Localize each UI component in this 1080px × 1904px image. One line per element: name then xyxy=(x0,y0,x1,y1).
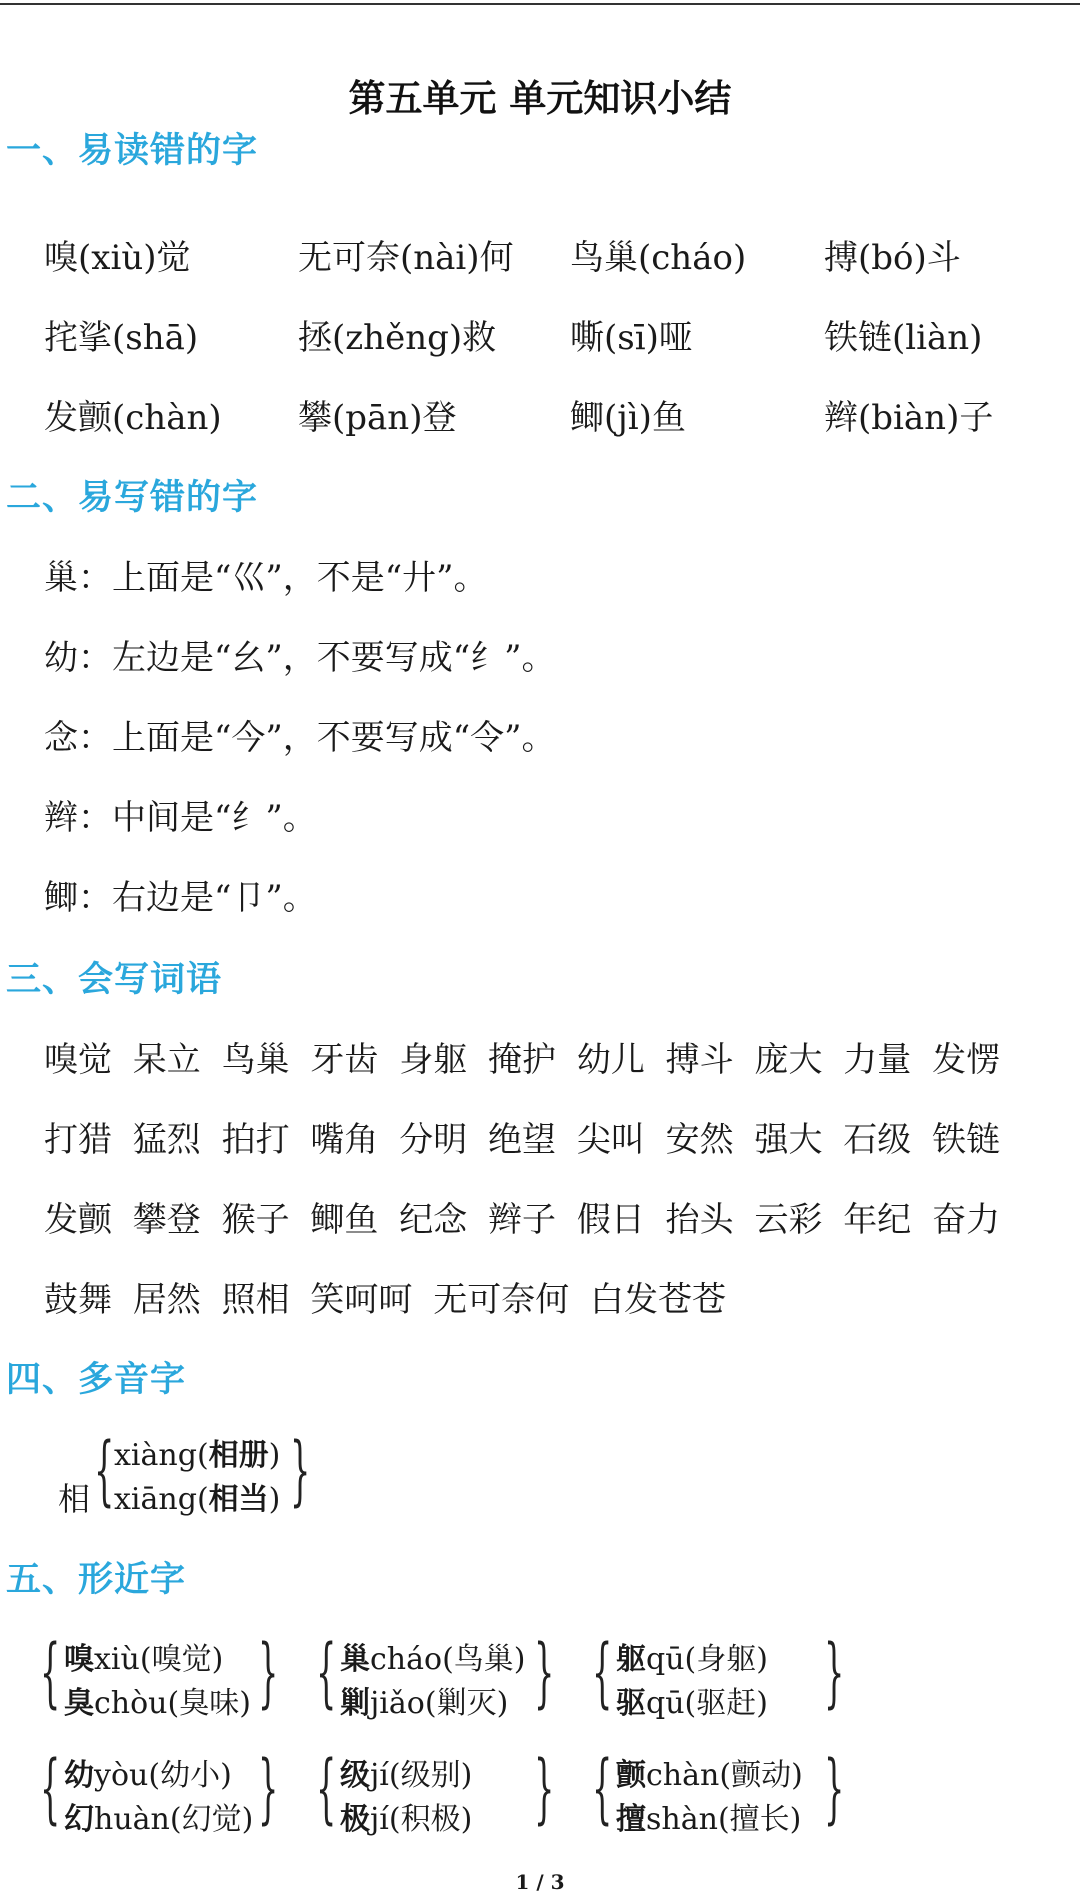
similar-char-entry: 颤chàn(颤动) xyxy=(616,1758,803,1793)
similar-char-group xyxy=(316,1743,576,1838)
similar-char-group xyxy=(592,1627,852,1722)
similar-char-group xyxy=(40,1627,300,1722)
section-heading-1: 一、易读错的字 xyxy=(6,131,259,171)
similar-char-entry: 幻huàn(幻觉) xyxy=(64,1802,254,1837)
left-brace: { xyxy=(40,1743,61,1832)
polyphone-char: 相 xyxy=(58,1480,91,1518)
word-cell: 辫(biàn)子 xyxy=(824,398,994,438)
word-cell: 拯(zhěng)救 xyxy=(298,318,497,358)
similar-char-entry: 剿jiǎo(剿灭) xyxy=(340,1686,509,1721)
right-brace: } xyxy=(534,1743,555,1832)
page-number: 1 / 3 xyxy=(515,1870,565,1894)
word-cell: 鸟巢(cháo) xyxy=(570,238,747,278)
word-cell: 嘶(sī)哑 xyxy=(570,318,693,358)
polyphone-group xyxy=(58,1425,318,1518)
word-cell: 铁链(liàn) xyxy=(824,318,983,358)
left-brace: { xyxy=(94,1425,115,1514)
right-brace: } xyxy=(824,1743,845,1832)
right-brace: } xyxy=(290,1425,311,1514)
left-brace: { xyxy=(316,1627,337,1716)
left-brace: { xyxy=(316,1743,337,1832)
section-heading-2: 二、易写错的字 xyxy=(6,478,259,518)
word-cell: 发颤(chàn) xyxy=(44,398,222,438)
similar-char-entry: 幼yòu(幼小) xyxy=(64,1758,232,1793)
similar-char-group xyxy=(40,1743,300,1838)
right-brace: } xyxy=(258,1743,279,1832)
similar-char-entry: 极jí(积极) xyxy=(340,1802,473,1837)
word-cell: 无可奈(nài)何 xyxy=(298,238,514,278)
word-cell: 挓挲(shā) xyxy=(44,318,199,358)
similar-char-entry: 擅shàn(擅长) xyxy=(616,1802,802,1837)
writing-note: 鲫：右边是“卩”。 xyxy=(44,878,317,918)
writing-note: 幼：左边是“幺”，不要写成“纟”。 xyxy=(44,638,556,678)
section-heading-3: 三、会写词语 xyxy=(6,960,223,1000)
page-title: 第五单元 单元知识小结 xyxy=(348,77,732,120)
similar-char-group xyxy=(316,1627,576,1722)
writing-note: 巢：上面是“巛”，不是“廾”。 xyxy=(44,558,488,598)
vocab-line: 打猎 猛烈 拍打 嘴角 分明 绝望 尖叫 安然 强大 石级 铁链 xyxy=(44,1120,1001,1160)
right-brace: } xyxy=(258,1627,279,1716)
section-heading-4: 四、多音字 xyxy=(6,1360,187,1400)
word-cell: 鲫(jì)鱼 xyxy=(570,398,686,438)
writing-note: 辫：中间是“纟”。 xyxy=(44,798,317,838)
word-cell: 搏(bó)斗 xyxy=(824,238,961,278)
writing-note: 念：上面是“今”，不要写成“令”。 xyxy=(44,718,556,758)
right-brace: } xyxy=(534,1627,555,1716)
polyphone-reading: xiàng(相册) xyxy=(114,1438,281,1473)
vocab-line: 鼓舞 居然 照相 笑呵呵 无可奈何 白发苍苍 xyxy=(44,1280,727,1320)
left-brace: { xyxy=(592,1627,613,1716)
word-cell: 攀(pān)登 xyxy=(298,398,457,438)
similar-char-entry: 躯qū(身躯) xyxy=(616,1642,768,1677)
similar-char-group xyxy=(592,1743,852,1838)
right-brace: } xyxy=(824,1627,845,1716)
similar-char-entry: 级jí(级别) xyxy=(340,1758,473,1793)
similar-char-entry: 嗅xiù(嗅觉) xyxy=(64,1642,224,1677)
left-brace: { xyxy=(40,1627,61,1716)
section-heading-5: 五、形近字 xyxy=(6,1560,187,1600)
vocab-line: 发颤 攀登 猴子 鲫鱼 纪念 辫子 假日 抬头 云彩 年纪 奋力 xyxy=(44,1200,1001,1240)
vocab-line: 嗅觉 呆立 鸟巢 牙齿 身躯 掩护 幼儿 搏斗 庞大 力量 发愣 xyxy=(44,1040,1001,1080)
left-brace: { xyxy=(592,1743,613,1832)
word-cell: 嗅(xiù)觉 xyxy=(44,238,191,278)
polyphone-reading: xiāng(相当) xyxy=(114,1482,281,1517)
similar-char-entry: 臭chòu(臭味) xyxy=(64,1686,251,1721)
similar-char-entry: 巢cháo(鸟巢) xyxy=(340,1642,526,1677)
top-rule xyxy=(0,3,1080,5)
similar-char-entry: 驱qū(驱赶) xyxy=(616,1686,768,1721)
